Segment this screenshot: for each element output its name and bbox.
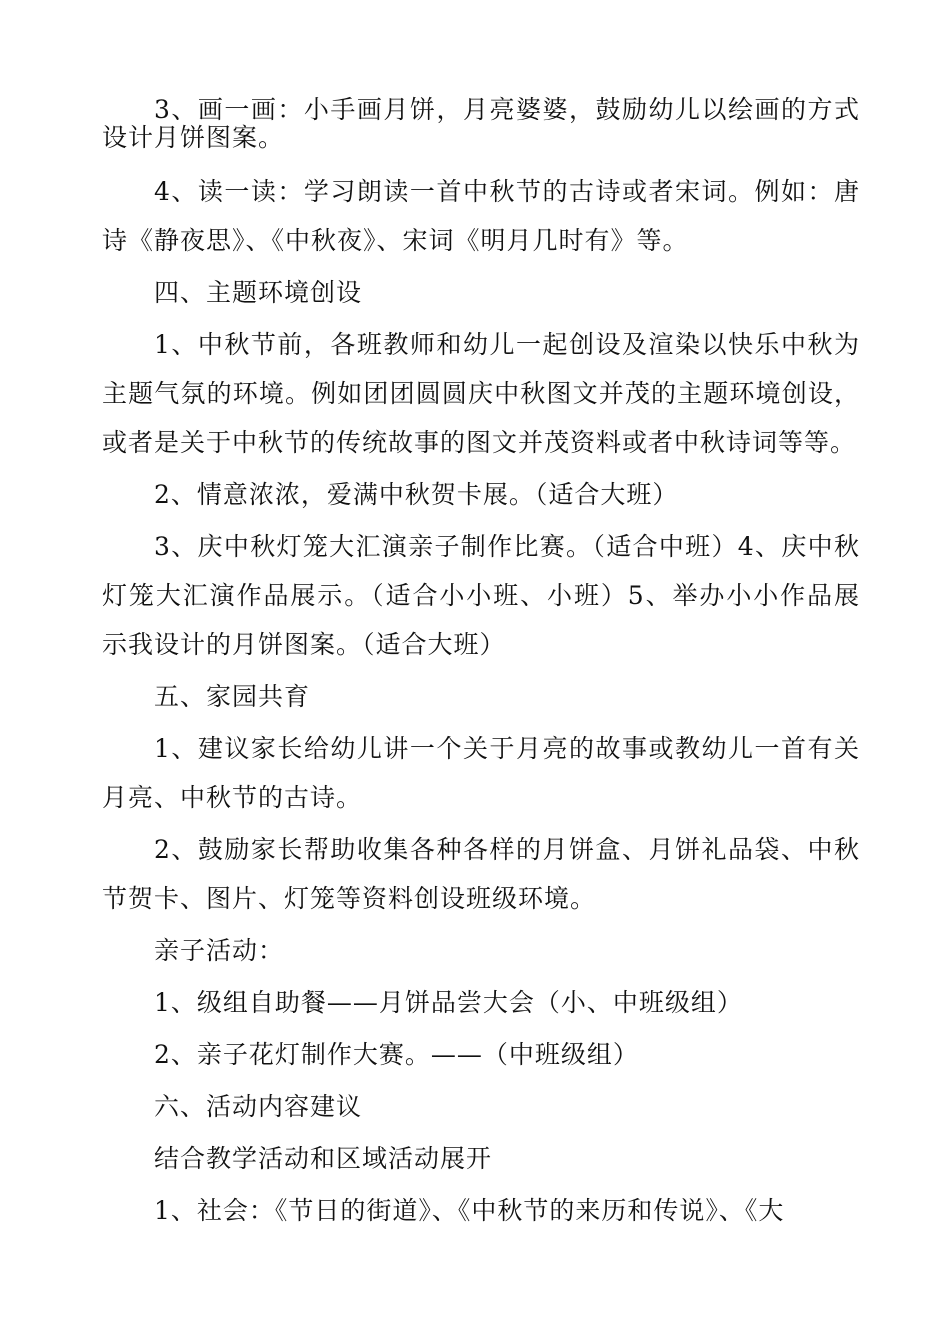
paragraph-draw-mooncake: 3、画一画：小手画月饼，月亮婆婆，鼓励幼儿以绘画的方式设计月饼图案。 (102, 95, 860, 152)
paragraph-parent-child-1: 1、级组自助餐——月饼品尝大会（小、中班级组） (154, 988, 743, 1017)
section-heading-home-school: 五、家园共育 (154, 682, 311, 711)
document-body (102, 96, 860, 1238)
paragraph-parent-child-2: 2、亲子花灯制作大赛。——（中班级组） (154, 1040, 639, 1069)
paragraph-home-school-1: 1、建议家长给幼儿讲一个关于月亮的故事或教幼儿一首有关月亮、中秋节的古诗。 (102, 734, 860, 812)
paragraph-environment-1: 1、中秋节前，各班教师和幼儿一起创设及渲染以快乐中秋为主题气氛的环境。例如团团圆圆庆中秋图文并茂的主题环境创设，或者是关于中秋节的传统故事的图文并茂资料或者中秋诗词等等。 (102, 330, 860, 457)
paragraph-environment-2: 2、情意浓浓，爱满中秋贺卡展。（适合大班） (154, 480, 679, 509)
paragraph-home-school-2: 2、鼓励家长帮助收集各种各样的月饼盒、月饼礼品袋、中秋节贺卡、图片、灯笼等资料创设班级环境。 (102, 835, 860, 913)
section-heading-suggestions: 六、活动内容建议 (154, 1092, 363, 1121)
paragraph-suggestions-1: 1、社会：《节日的街道》、《中秋节的来历和传说》、《大 (154, 1196, 785, 1225)
paragraph-suggestions-intro: 结合教学活动和区域活动展开 (154, 1144, 493, 1173)
paragraph-parent-child-label: 亲子活动： (154, 936, 285, 965)
paragraph-read-poem: 4、读一读：学习朗读一首中秋节的古诗或者宋词。例如：唐诗《静夜思》、《中秋夜》、宋词《明月几时有》等。 (102, 177, 860, 255)
paragraph-environment-3: 3、庆中秋灯笼大汇演亲子制作比赛。（适合中班）4、庆中秋灯笼大汇演作品展示。（适合小小班、小班）5、举办小小作品展示我设计的月饼图案。（适合大班） (102, 532, 860, 659)
section-heading-environment: 四、主题环境创设 (154, 278, 363, 307)
